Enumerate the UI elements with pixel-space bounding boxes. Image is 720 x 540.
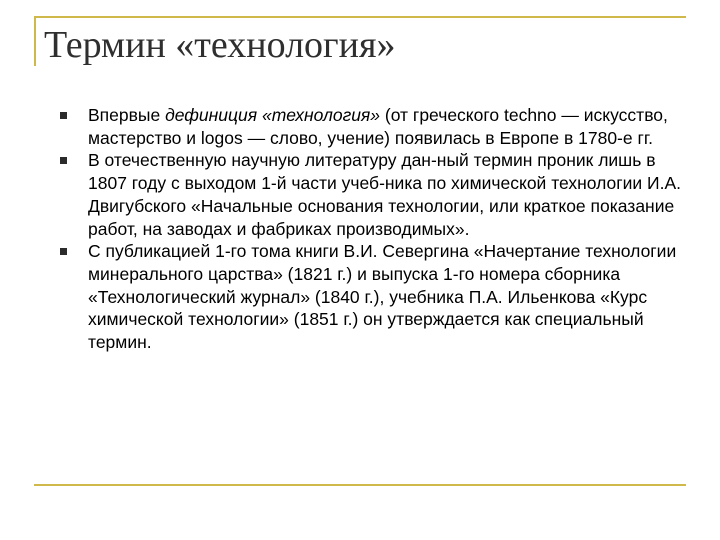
square-bullet-icon (60, 112, 67, 119)
bullet-list (58, 104, 688, 354)
bullet-item-2 (58, 149, 688, 240)
slide-title: Термин «технология» (44, 24, 396, 66)
frame-bottom-line (34, 484, 686, 486)
bullet-item-1 (58, 104, 688, 149)
bullet-1-text-start: Впервые (88, 105, 166, 125)
square-bullet-icon (60, 248, 67, 255)
frame-top-line (34, 16, 686, 18)
bullet-1-text-end: (от греческого techno — искусство, мастерство и logos — слово, учение) появилась в Европе в 1780-е гг. (88, 105, 668, 148)
frame-left-line (34, 16, 36, 66)
square-bullet-icon (60, 157, 67, 164)
bullet-item-3 (58, 240, 688, 354)
bullet-2-text: В отечественную научную литературу дан-ный термин проник лишь в 1807 году с выходом 1-й части учеб-ника по химической технологии И.А. Двигубского «Начальные основания технологии, или краткое показание работ, на заводах и фабриках производимых». (88, 150, 682, 239)
bullet-3-text: С публикацией 1-го тома книги В.И. Севергина «Начертание технологии минерального царства» (1821 г.) и выпуска 1-го номера сборника «Технологический журнал» (1840 г.), учебника П.А. Ильенкова «Курс химической технологии» (1851 г.) он утверждается как специальный термин. (88, 241, 677, 353)
bullet-1-emphasis: дефиниция «технология» (165, 105, 381, 125)
